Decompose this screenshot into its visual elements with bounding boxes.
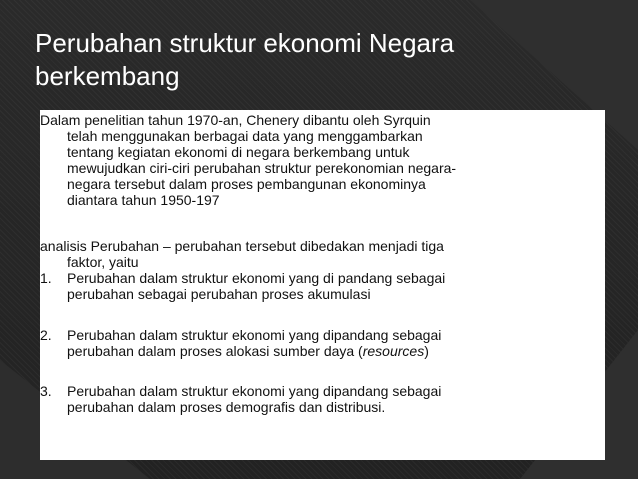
intro-line-3: tentang kegiatan ekonomi di negara berkembang untuk [67, 144, 410, 160]
list-item-1-line-1: Perubahan dalam struktur ekonomi yang di pandang sebagai [67, 270, 446, 286]
list-item-1 [40, 270, 560, 302]
list-item-2-text: perubahan dalam proses alokasi sumber daya ( [67, 343, 363, 359]
intro-line-6: diantara tahun 1950-197 [67, 192, 220, 208]
list-item-2-line-2 [40, 343, 560, 359]
analysis-paragraph [40, 238, 560, 270]
resources-italic: resources [362, 343, 425, 359]
analysis-line-2: faktor, yaitu [67, 254, 139, 270]
analysis-line-1: analisis Perubahan – perubahan tersebut dibedakan menjadi tiga [40, 238, 444, 254]
slide-title: Perubahan struktur ekonomi Negara berkembang [35, 28, 455, 91]
list-item-3-line-1: Perubahan dalam struktur ekonomi yang dipandang sebagai [67, 383, 442, 399]
list-item-2 [40, 327, 560, 359]
intro-line-4: mewujudkan ciri-ciri perubahan struktur perekonomian negara- [67, 160, 457, 176]
list-number-1: 1. [40, 270, 52, 286]
list-item-2-close: ) [424, 343, 429, 359]
list-number-3: 3. [40, 383, 52, 399]
list-item-3 [40, 383, 560, 415]
intro-line-1: Dalam penelitian tahun 1970-an, Chenery dibantu oleh Syrquin [40, 112, 431, 128]
list-item-2-line-1: Perubahan dalam struktur ekonomi yang dipandang sebagai [67, 327, 442, 343]
list-item-1-line-2: perubahan sebagai perubahan proses akumulasi [67, 286, 371, 302]
list-number-2: 2. [40, 327, 52, 343]
list-item-3-line-2: perubahan dalam proses demografis dan distribusi. [67, 399, 386, 415]
intro-line-5: negara tersebut dalam proses pembangunan ekonominya [67, 176, 426, 192]
intro-line-2: telah menggunakan berbagai data yang menggambarkan [67, 128, 423, 144]
intro-paragraph [40, 112, 560, 208]
